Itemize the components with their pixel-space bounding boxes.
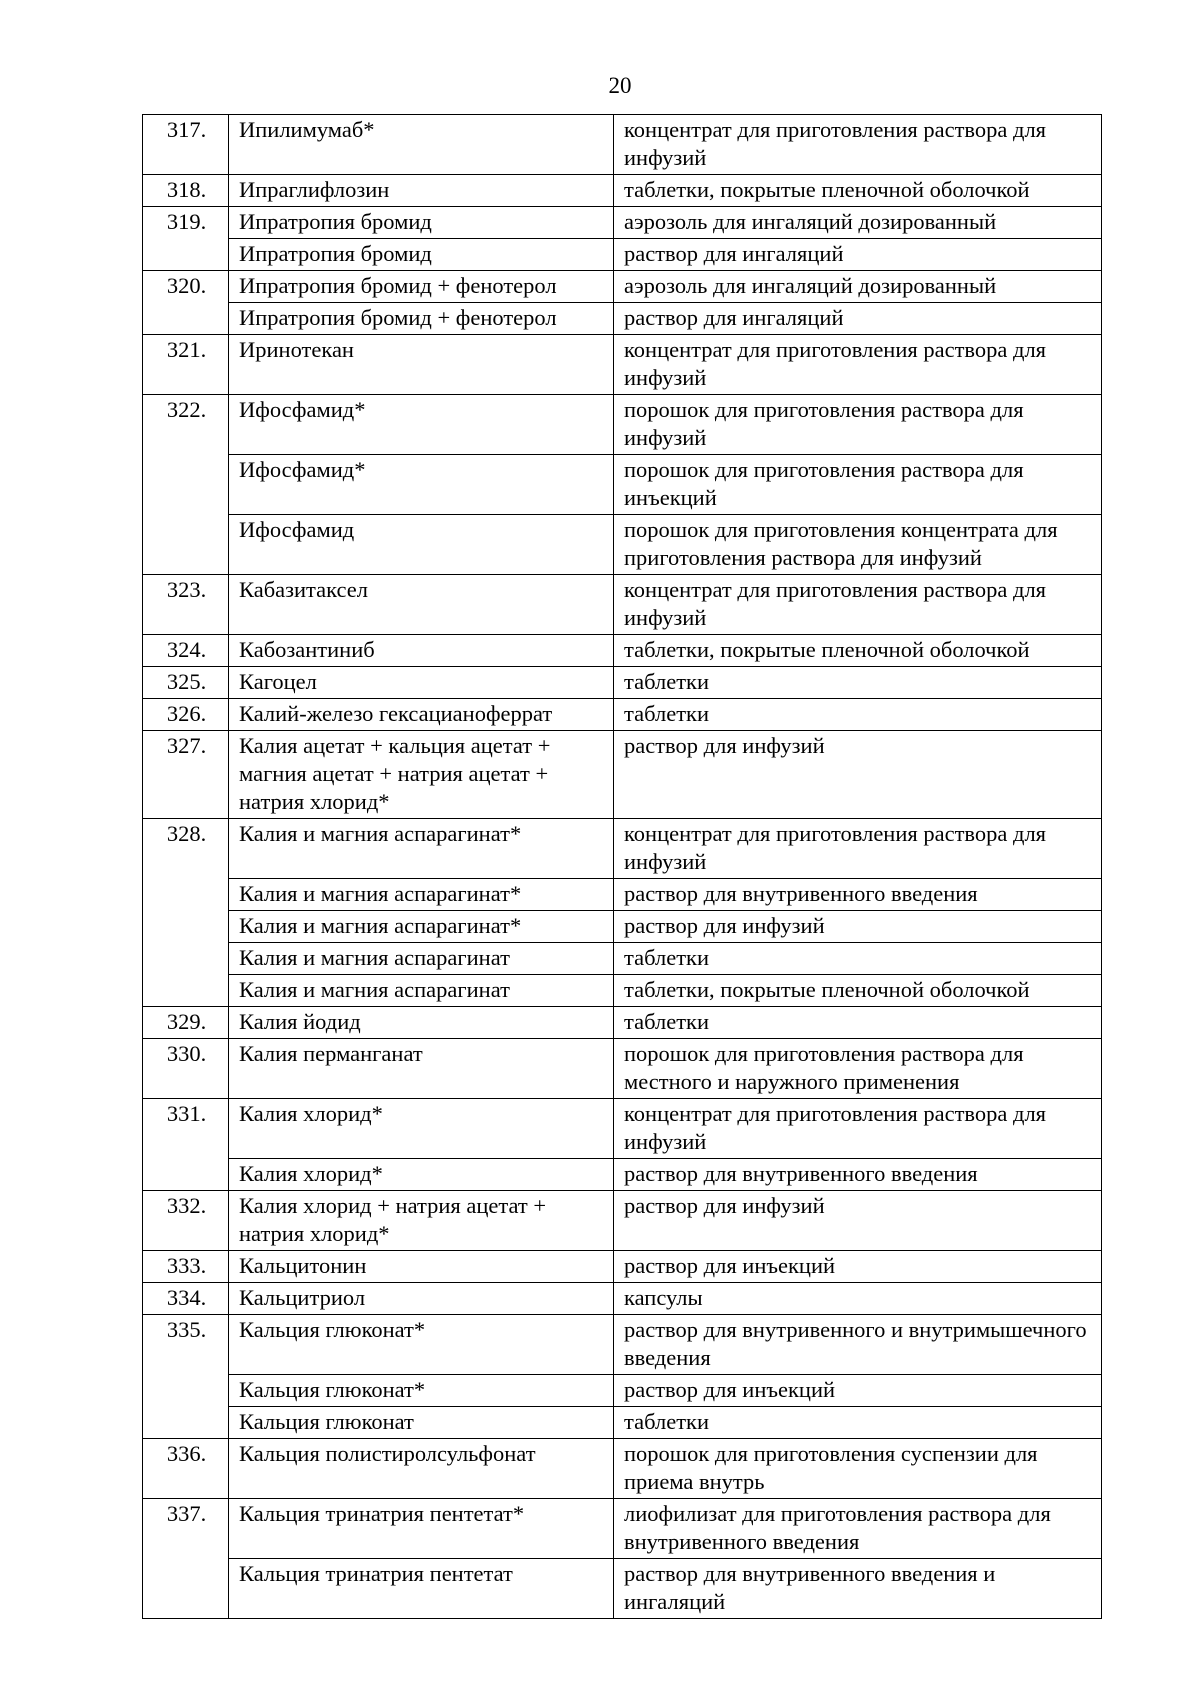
drug-name: Ипратропия бромид	[229, 239, 614, 271]
dosage-form: таблетки, покрытые пленочной оболочкой	[614, 175, 1102, 207]
dosage-form: раствор для внутривенного введения	[614, 879, 1102, 911]
dosage-form: раствор для инфузий	[614, 731, 1102, 819]
dosage-form: капсулы	[614, 1283, 1102, 1315]
dosage-form: таблетки	[614, 1007, 1102, 1039]
row-number: 334.	[143, 1283, 229, 1315]
table-row	[143, 1439, 1102, 1499]
drug-name: Кабозантиниб	[229, 635, 614, 667]
drug-name: Ипратропия бромид	[229, 207, 614, 239]
dosage-form: концентрат для приготовления раствора для инфузий	[614, 819, 1102, 879]
drug-name: Калия и магния аспарагинат*	[229, 819, 614, 879]
page-number: 20	[608, 73, 632, 98]
table-row	[143, 943, 1102, 975]
table-row	[143, 975, 1102, 1007]
drug-name: Кальция тринатрия пентетат*	[229, 1499, 614, 1559]
table-row	[143, 335, 1102, 395]
row-number: 320.	[143, 271, 229, 335]
dosage-form: раствор для ингаляций	[614, 303, 1102, 335]
table-row	[143, 1499, 1102, 1559]
dosage-form: концентрат для приготовления раствора для инфузий	[614, 575, 1102, 635]
drug-name: Калия хлорид*	[229, 1099, 614, 1159]
dosage-form: концентрат для приготовления раствора для инфузий	[614, 1099, 1102, 1159]
table-row	[143, 575, 1102, 635]
drug-name: Кальцитриол	[229, 1283, 614, 1315]
dosage-form: порошок для приготовления раствора для инфузий	[614, 395, 1102, 455]
row-number: 325.	[143, 667, 229, 699]
drug-name: Кальция глюконат*	[229, 1375, 614, 1407]
dosage-form: таблетки	[614, 667, 1102, 699]
dosage-form: аэрозоль для ингаляций дозированный	[614, 271, 1102, 303]
dosage-form: концентрат для приготовления раствора для инфузий	[614, 115, 1102, 175]
dosage-form: порошок для приготовления раствора для местного и наружного применения	[614, 1039, 1102, 1099]
drug-name: Калий-железо гексацианоферрат	[229, 699, 614, 731]
table-row	[143, 303, 1102, 335]
dosage-form: раствор для инъекций	[614, 1251, 1102, 1283]
drug-name: Ифосфамид	[229, 515, 614, 575]
drug-name: Кальцитонин	[229, 1251, 614, 1283]
drug-name: Калия хлорид*	[229, 1159, 614, 1191]
dosage-form: таблетки	[614, 943, 1102, 975]
row-number: 332.	[143, 1191, 229, 1251]
drug-name: Ифосфамид*	[229, 455, 614, 515]
drug-name: Калия йодид	[229, 1007, 614, 1039]
table-row	[143, 1191, 1102, 1251]
row-number: 337.	[143, 1499, 229, 1619]
table-row	[143, 1315, 1102, 1375]
drug-name: Калия ацетат + кальция ацетат + магния ацетат + натрия ацетат + натрия хлорид*	[229, 731, 614, 819]
dosage-form: раствор для внутривенного введения и ингаляций	[614, 1559, 1102, 1619]
row-number: 330.	[143, 1039, 229, 1099]
row-number: 318.	[143, 175, 229, 207]
row-number: 335.	[143, 1315, 229, 1439]
dosage-form: раствор для инфузий	[614, 1191, 1102, 1251]
dosage-form: таблетки, покрытые пленочной оболочкой	[614, 635, 1102, 667]
table-row	[143, 1159, 1102, 1191]
table-row	[143, 879, 1102, 911]
table-row	[143, 1251, 1102, 1283]
row-number: 321.	[143, 335, 229, 395]
row-number: 324.	[143, 635, 229, 667]
dosage-form: раствор для внутривенного введения	[614, 1159, 1102, 1191]
table-row	[143, 207, 1102, 239]
table-row	[143, 699, 1102, 731]
dosage-form: порошок для приготовления раствора для инъекций	[614, 455, 1102, 515]
dosage-form: раствор для внутривенного и внутримышечного введения	[614, 1315, 1102, 1375]
table-row	[143, 731, 1102, 819]
dosage-form: таблетки, покрытые пленочной оболочкой	[614, 975, 1102, 1007]
drug-name: Калия и магния аспарагинат	[229, 975, 614, 1007]
dosage-form: порошок для приготовления суспензии для приема внутрь	[614, 1439, 1102, 1499]
drug-name: Кабазитаксел	[229, 575, 614, 635]
dosage-form: раствор для инфузий	[614, 911, 1102, 943]
table-row	[143, 115, 1102, 175]
row-number: 322.	[143, 395, 229, 575]
drug-name: Калия и магния аспарагинат*	[229, 911, 614, 943]
dosage-form: лиофилизат для приготовления раствора для внутривенного введения	[614, 1499, 1102, 1559]
drug-name: Калия и магния аспарагинат*	[229, 879, 614, 911]
drug-name: Кальция полистиролсульфонат	[229, 1439, 614, 1499]
drug-name: Ипратропия бромид + фенотерол	[229, 303, 614, 335]
drug-name: Калия и магния аспарагинат	[229, 943, 614, 975]
row-number: 328.	[143, 819, 229, 1007]
drug-name: Иринотекан	[229, 335, 614, 395]
row-number: 331.	[143, 1099, 229, 1191]
table-row	[143, 455, 1102, 515]
dosage-form: раствор для ингаляций	[614, 239, 1102, 271]
drug-table	[142, 114, 1102, 1619]
table-row	[143, 635, 1102, 667]
row-number: 333.	[143, 1251, 229, 1283]
dosage-form: таблетки	[614, 699, 1102, 731]
table-row	[143, 1039, 1102, 1099]
table-row	[143, 239, 1102, 271]
dosage-form: таблетки	[614, 1407, 1102, 1439]
row-number: 319.	[143, 207, 229, 271]
row-number: 329.	[143, 1007, 229, 1039]
table-row	[143, 911, 1102, 943]
table-row	[143, 819, 1102, 879]
drug-name: Ипратропия бромид + фенотерол	[229, 271, 614, 303]
table-row	[143, 1283, 1102, 1315]
drug-name: Кальция тринатрия пентетат	[229, 1559, 614, 1619]
table-row	[143, 271, 1102, 303]
drug-name: Кагоцел	[229, 667, 614, 699]
dosage-form: раствор для инъекций	[614, 1375, 1102, 1407]
table-row	[143, 1099, 1102, 1159]
table-row	[143, 667, 1102, 699]
drug-name: Ипраглифлозин	[229, 175, 614, 207]
row-number: 326.	[143, 699, 229, 731]
dosage-form: аэрозоль для ингаляций дозированный	[614, 207, 1102, 239]
table-row	[143, 1375, 1102, 1407]
row-number: 317.	[143, 115, 229, 175]
drug-table-body	[143, 115, 1102, 1619]
table-row	[143, 175, 1102, 207]
table-row	[143, 1559, 1102, 1619]
drug-name: Калия хлорид + натрия ацетат + натрия хлорид*	[229, 1191, 614, 1251]
drug-name: Калия перманганат	[229, 1039, 614, 1099]
table-row	[143, 1007, 1102, 1039]
row-number: 327.	[143, 731, 229, 819]
drug-name: Кальция глюконат	[229, 1407, 614, 1439]
drug-name: Ипилимумаб*	[229, 115, 614, 175]
table-row	[143, 1407, 1102, 1439]
row-number: 336.	[143, 1439, 229, 1499]
drug-name: Ифосфамид*	[229, 395, 614, 455]
dosage-form: порошок для приготовления концентрата для приготовления раствора для инфузий	[614, 515, 1102, 575]
drug-name: Кальция глюконат*	[229, 1315, 614, 1375]
table-row	[143, 395, 1102, 455]
table-row	[143, 515, 1102, 575]
row-number: 323.	[143, 575, 229, 635]
dosage-form: концентрат для приготовления раствора для инфузий	[614, 335, 1102, 395]
